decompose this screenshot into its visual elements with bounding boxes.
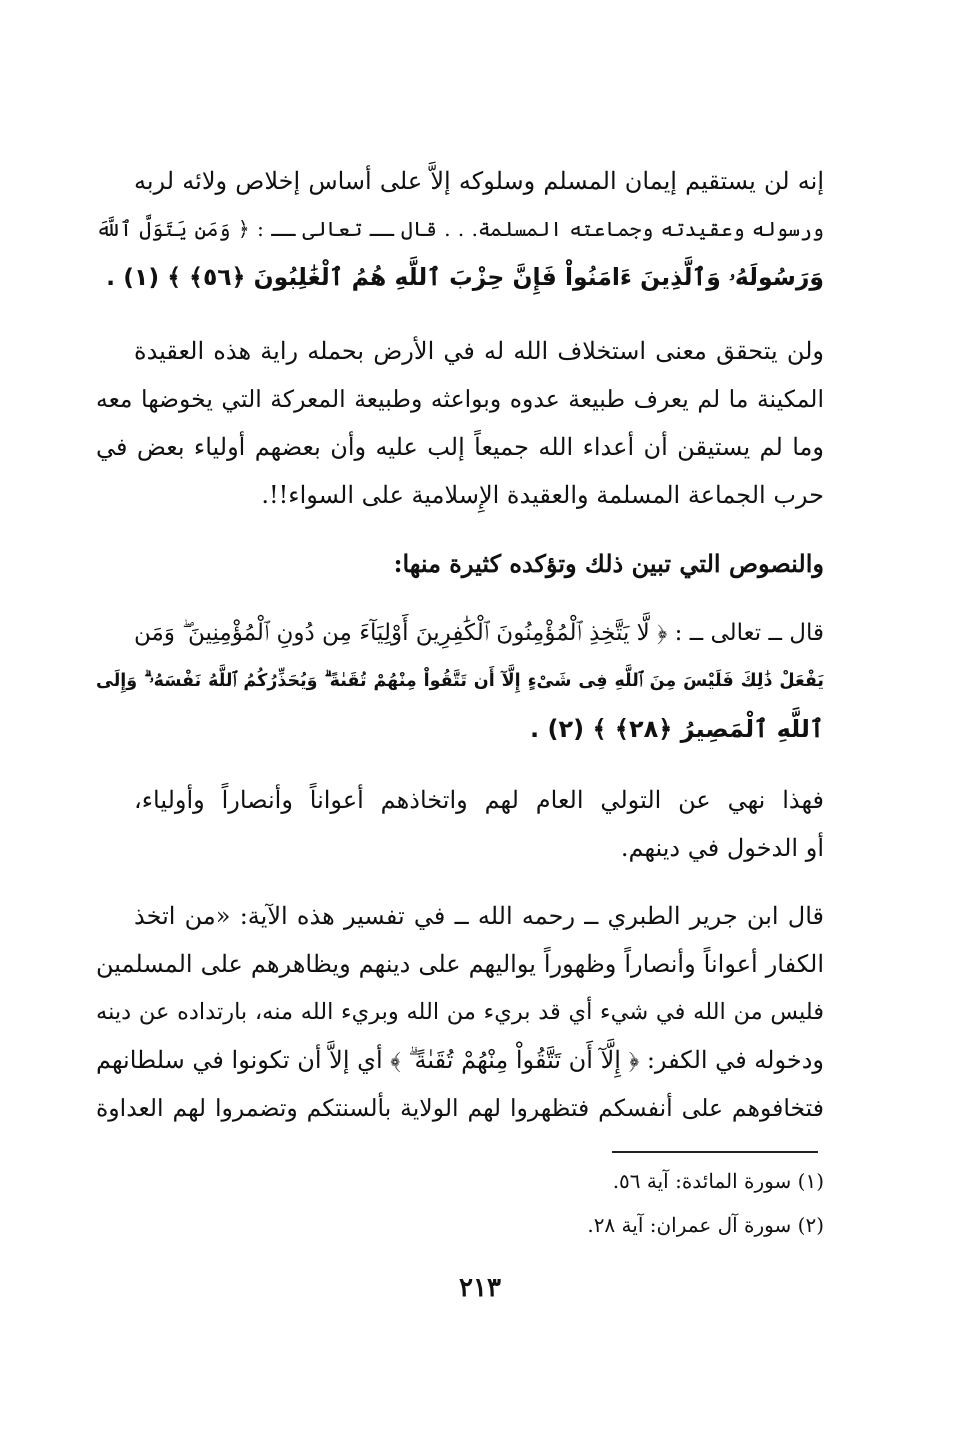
footnote-2: (٢) سورة آل عمران: آية ٢٨.: [587, 1213, 824, 1237]
quran-verse-line: قال ــ تعالى ــ : ﴿ لَّا يَتَّخِذِ ٱلْمُؤْمِنُونَ ٱلْكَٰفِرِينَ أَوْلِيَآءَ مِن دُونِ ٱلْمُؤْمِنِينَ ۖ وَمَن: [134, 620, 824, 646]
paragraph-line: أو الدخول في دينهم.: [620, 834, 824, 862]
footnote-1: (١) سورة المائدة: آية ٥٦.: [612, 1169, 824, 1193]
quran-verse-line: يَفْعَلْ ذَٰلِكَ فَلَيْسَ مِنَ ٱللَّهِ فِى شَىْءٍ إِلَّآ أَن تَتَّقُواْ مِنْهُمْ تُقَىٰةً ۗ وَيُحَذِّرُكُمُ ٱللَّهُ نَفْسَهُۥ ۗ وَإِلَى: [96, 671, 824, 691]
paragraph-3: [96, 540, 824, 588]
paragraph-4: [96, 609, 824, 753]
page-number: ٢١٣: [459, 1273, 501, 1303]
paragraph-line: ولن يتحقق معنى استخلاف الله له في الأرض بحمله راية هذه العقيدة: [134, 337, 824, 365]
paragraph-6: [96, 892, 824, 1132]
paragraph-2: [96, 327, 824, 519]
paragraph-line: والنصوص التي تبين ذلك وتؤكده كثيرة منها:: [393, 549, 824, 578]
paragraph-line: فتخافوهم على أنفسكم فتظهروا لهم الولاية بألسنتكم وتضمروا لهم العداوة: [96, 1094, 824, 1122]
paragraph-line: ورسوله وعقيدته وجماعته المسلمة. . . قال ــ تعالى ــ : ﴿ وَمَن يَتَوَلَّ ٱللَّهَ: [96, 217, 824, 241]
paragraph-line: فليس من الله في شيء أي قد بريء من الله وبريء الله منه، بارتداده عن دينه: [96, 999, 824, 1025]
paragraph-line: إنه لن يستقيم إيمان المسلم وسلوكه إلاَّ على أساس إخلاص ولائه لربه: [134, 167, 824, 195]
paragraph-line: المكينة ما لم يعرف طبيعة عدوه وبواعثه وطبيعة المعركة التي يخوضها معه: [96, 385, 824, 413]
paragraph-line: ودخوله في الكفر: ﴿ إِلَّآ أَن تَتَّقُواْ مِنْهُمْ تُقَىٰةً ۗ ﴾ أي إلاَّ أن تكونوا في سلطانهم: [96, 1046, 824, 1074]
quran-verse-line: وَرَسُولَهُۥ وَٱلَّذِينَ ءَامَنُواْ فَإِنَّ حِزْبَ ٱللَّهِ هُمُ ٱلْغَٰلِبُونَ ﴿٥٦﴾ ﴾ (١) .: [106, 263, 824, 291]
paragraph-line: الكفار أعواناً وأنصاراً وظهوراً يواليهم على دينهم ويظاهرهم على المسلمين: [96, 950, 824, 978]
footnote-divider: [612, 1151, 818, 1153]
paragraph-1: [96, 157, 824, 301]
paragraph-line: قال ابن جرير الطبري ــ رحمه الله ــ في تفسير هذه الآية: «من اتخذ: [134, 902, 824, 930]
paragraph-line: حرب الجماعة المسلمة والعقيدة الإِسلامية على السواء!!.: [261, 481, 824, 509]
paragraph-5: [96, 776, 824, 872]
quran-verse-line: ٱللَّهِ ٱلْمَصِيرُ ﴿٢٨﴾ ﴾ (٢) .: [530, 715, 824, 743]
paragraph-line: فهذا نهي عن التولي العام لهم واتخاذهم أعواناً وأنصاراً وأولياء،: [134, 786, 824, 814]
paragraph-line: وما لم يستيقن أن أعداء الله جميعاً إلب عليه وأن بعضهم أولياء بعض في: [96, 433, 824, 461]
